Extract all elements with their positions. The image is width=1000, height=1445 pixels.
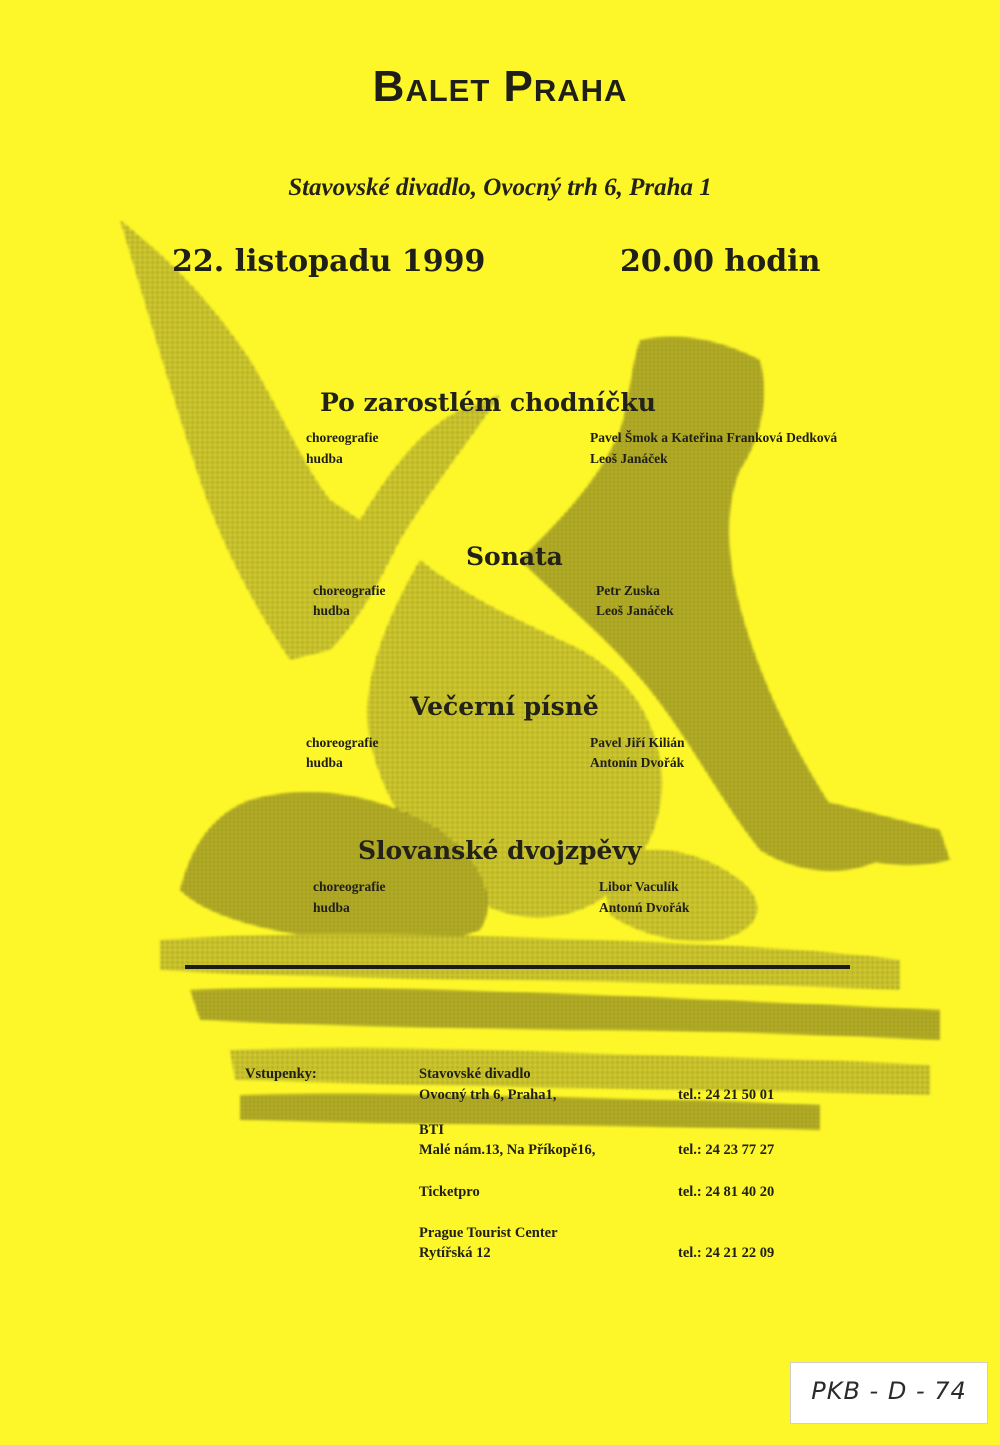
work-title-3: Večerní písně	[410, 692, 599, 721]
outlet-address-4: Rytířská 12	[419, 1245, 491, 1261]
choreography-label-2: choreografie	[313, 583, 386, 598]
outlet-name-3: Ticketpro	[419, 1184, 480, 1200]
choreographer-4: Libor Vaculík	[599, 879, 679, 894]
performance-time: 20.00 hodin	[620, 244, 821, 279]
outlet-name-2: BTI	[419, 1122, 444, 1138]
music-label-1: hudba	[306, 451, 343, 466]
composer-2: Leoš Janáček	[596, 603, 674, 618]
outlet-address-1: Ovocný trh 6, Praha1,	[419, 1087, 557, 1103]
choreography-label-3: choreografie	[306, 735, 379, 750]
music-label-3: hudba	[306, 755, 343, 770]
music-label-2: hudba	[313, 603, 350, 618]
venue-address: Stavovské divadlo, Ovocný trh 6, Praha 1	[288, 174, 712, 201]
tickets-label: Vstupenky:	[245, 1066, 317, 1082]
divider-rule	[185, 965, 850, 969]
archive-stamp	[790, 1362, 988, 1424]
outlet-phone-4: tel.: 24 21 22 09	[678, 1245, 775, 1261]
composer-1: Leoš Janáček	[590, 451, 668, 466]
outlet-name-1: Stavovské divadlo	[419, 1066, 531, 1082]
outlet-phone-3: tel.: 24 81 40 20	[678, 1184, 775, 1200]
choreography-label-4: choreografie	[313, 879, 386, 894]
choreographer-1: Pavel Šmok a Kateřina Franková Dedková	[590, 430, 838, 445]
outlet-phone-2: tel.: 24 23 77 27	[678, 1142, 775, 1158]
composer-3: Antonín Dvořák	[590, 755, 685, 770]
outlet-address-2: Malé nám.13, Na Příkopě16,	[419, 1142, 596, 1158]
music-label-4: hudba	[313, 900, 350, 915]
work-title-2: Sonata	[466, 542, 563, 571]
composer-4: Antonń Dvořák	[599, 900, 690, 915]
archive-stamp-text: PKB - D - 74	[811, 1377, 967, 1405]
work-title-4: Slovanské dvojzpěvy	[358, 836, 642, 865]
choreographer-2: Petr Zuska	[596, 583, 660, 598]
work-title-1: Po zarostlém chodníčku	[320, 388, 656, 417]
outlet-name-4: Prague Tourist Center	[419, 1225, 558, 1241]
outlet-phone-1: tel.: 24 21 50 01	[678, 1087, 775, 1103]
page-title: Balet Praha	[372, 62, 628, 111]
performance-date: 22. listopadu 1999	[172, 244, 486, 279]
choreographer-3: Pavel Jiří Kilián	[590, 735, 685, 750]
choreography-label-1: choreografie	[306, 430, 379, 445]
